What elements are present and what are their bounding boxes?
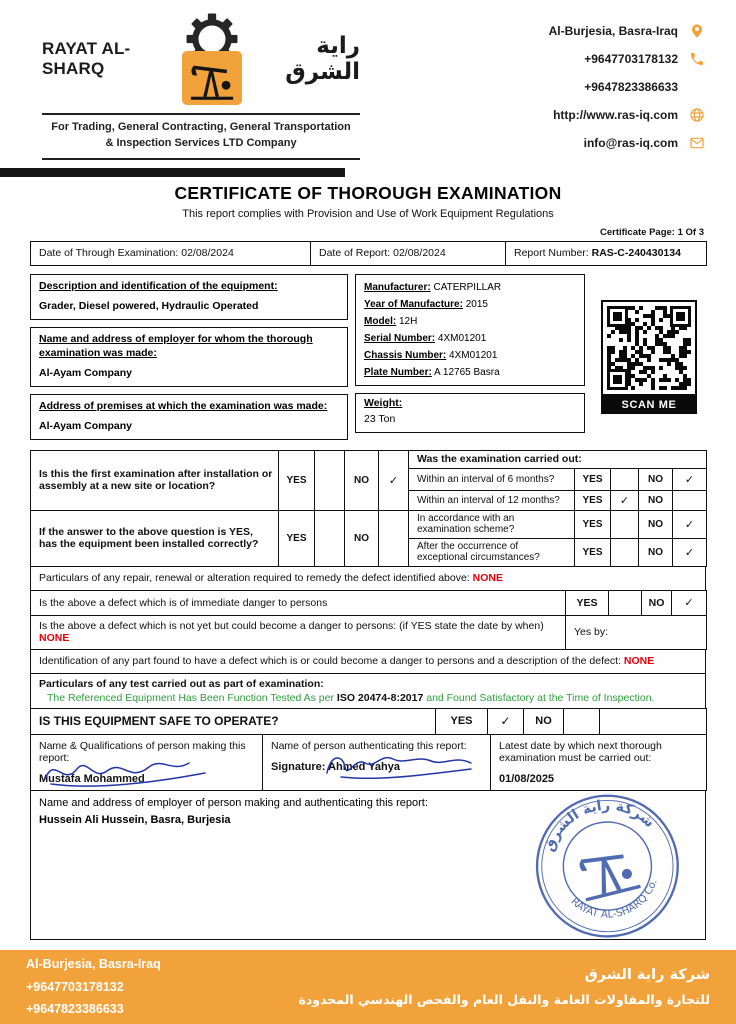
weight-label: Weight: — [364, 396, 403, 409]
q2-no-checkbox — [379, 510, 409, 566]
exceptional-question: After the occurrence of exceptional circumstances? — [409, 538, 575, 566]
year-row — [364, 296, 576, 313]
immediate-danger-no-label: NO — [642, 590, 672, 615]
repair-particulars-label: Particulars of any repair, renewal or alteration required to remedy the defect identified above: — [39, 572, 470, 585]
contact-phone1: +9647703178132 — [584, 52, 678, 66]
company-logo — [173, 13, 250, 105]
plate-label: Plate Number: — [364, 366, 432, 378]
footer-company-tagline-ar: للتجارة والمقاولات العامة والنقل العام والفحص الهندسي المحدودة — [298, 992, 710, 1007]
footer-address: Al-Burjesia, Basra-Iraq — [26, 957, 161, 972]
authenticator-name-line — [271, 761, 482, 773]
qr-finder-icon — [607, 369, 628, 390]
future-danger-question — [31, 615, 566, 649]
model-row — [364, 313, 576, 330]
next-exam-date: 01/08/2025 — [499, 772, 555, 785]
interval12-yes-checkbox: ✓ — [611, 490, 639, 510]
equipment-employer-value: Al-Ayam Company — [39, 366, 132, 379]
interval12-question: Within an interval of 12 months? — [409, 490, 575, 510]
certificate-subtitle: This report complies with Provision and Use of Work Equipment Regulations — [182, 207, 554, 220]
weight-box — [355, 393, 585, 433]
contact-email: info@ras-iq.com — [583, 136, 678, 150]
qr-block — [592, 274, 706, 440]
identification-label: Identification of any part found to have a defect which is or could become a danger to persons and a description of the defect: — [39, 655, 621, 668]
q2-yes-checkbox — [315, 510, 345, 566]
qr-code — [601, 300, 697, 396]
exceptional-no-checkbox: ✓ — [673, 538, 707, 566]
authenticator-label: Name of person authenticating this report: — [271, 739, 467, 752]
manufacturer-row — [364, 279, 576, 296]
identification-cell — [31, 649, 706, 673]
serial-value: 4XM01201 — [437, 332, 487, 344]
interval6-no-checkbox: ✓ — [673, 468, 707, 490]
scheme-yes-label: YES — [575, 510, 611, 538]
interval6-no-label: NO — [639, 468, 673, 490]
certificate-page-number: Certificate Page: 1 Of 3 — [599, 226, 704, 238]
authenticator-signature-cell — [263, 734, 491, 790]
interval6-question: Within an interval of 6 months? — [409, 468, 575, 490]
stamp-pumpjack-icon — [576, 847, 641, 901]
company-tagline — [42, 113, 360, 160]
future-danger-text: Is the above a defect which is not yet but could become a danger to persons: (if YES state the date by when) — [39, 620, 544, 633]
examination-table — [30, 450, 707, 567]
test-particulars-cell — [31, 673, 706, 708]
qr-finder-icon — [607, 306, 628, 327]
maker-name: Mustafa Mohammed — [39, 772, 145, 785]
exceptional-no-label: NO — [639, 538, 673, 566]
q1-yes-label: YES — [279, 450, 315, 510]
report-number-label: Report Number: — [514, 247, 589, 260]
exam-date-cell — [31, 241, 311, 265]
interval12-no-checkbox — [673, 490, 707, 510]
footer-company-arabic — [299, 967, 711, 1007]
test-result-line — [39, 692, 697, 704]
contact-block — [471, 13, 706, 160]
company-tagline-line1: For Trading, General Contracting, General Transportation — [51, 121, 351, 133]
manufacturer-value: CATERPILLAR — [433, 281, 502, 293]
future-danger-row — [30, 615, 707, 650]
maker-label: Name & Qualifications of person making this report: — [39, 739, 246, 764]
q2-no-label: NO — [345, 510, 379, 566]
equipment-description-value: Grader, Diesel powered, Hydraulic Operated — [39, 299, 259, 312]
weight-value: 23 Ton — [364, 412, 396, 425]
q1-yes-checkbox — [315, 450, 345, 510]
safe-no-label: NO — [524, 708, 564, 734]
equipment-details-box — [355, 274, 585, 386]
report-date-label: Date of Report: — [319, 247, 391, 260]
identification-row — [30, 649, 706, 674]
serial-label: Serial Number: — [364, 332, 436, 344]
maker-signature-cell — [31, 734, 263, 790]
equipment-premises-label: Address of premises at which the examination was made: — [39, 399, 328, 412]
contact-phone2-row — [471, 73, 706, 101]
header — [0, 0, 736, 160]
divider-bar — [0, 168, 345, 177]
safe-yes-checkbox: ✓ — [488, 708, 524, 734]
title-section — [0, 183, 736, 220]
safe-row-spacer — [600, 708, 707, 734]
footer-phone1: +9647703178132 — [26, 979, 124, 994]
email-icon — [688, 134, 706, 152]
employer-box — [30, 790, 706, 940]
report-date-cell — [311, 241, 506, 265]
pumpjack-icon — [188, 58, 236, 102]
signatures-table — [30, 734, 707, 791]
carried-out-header: Was the examination carried out: — [409, 450, 707, 468]
contact-icon-spacer — [688, 78, 706, 96]
question-installed-correctly: If the answer to the above question is YES, has the equipment been installed correctly? — [31, 510, 279, 566]
q1-no-label: NO — [345, 450, 379, 510]
plate-value: A 12765 Basra — [434, 366, 500, 378]
identification-value: NONE — [623, 655, 655, 668]
chassis-row — [364, 347, 576, 364]
contact-website-row — [471, 101, 706, 129]
authenticator-signature-label: Signature: — [271, 760, 326, 773]
future-danger-yes-by: Yes by: — [566, 615, 707, 649]
interval6-yes-checkbox — [611, 468, 639, 490]
contact-website: http://www.ras-iq.com — [553, 108, 678, 122]
equipment-description-box — [30, 274, 348, 320]
contact-email-row — [471, 129, 706, 157]
immediate-danger-yes-checkbox — [609, 590, 642, 615]
question-first-examination: Is this the first examination after installation or assembly at a new site or location? — [31, 450, 279, 510]
report-number-value: RAS-C-240430134 — [591, 247, 681, 260]
company-name-arabic: راية الشرق — [285, 33, 361, 85]
footer-phone2: +9647823386633 — [26, 1002, 124, 1017]
serial-row — [364, 330, 576, 347]
test-particulars-label: Particulars of any test carried out as part of examination: — [39, 677, 324, 690]
logo-pump-box — [182, 51, 242, 105]
globe-icon — [688, 106, 706, 124]
footer-company-name-ar: شركة راية الشرق — [584, 967, 710, 983]
test-result-standard: ISO 20474-8:2017 — [336, 691, 424, 704]
authenticator-name: Ahmed Yahya — [328, 760, 401, 773]
q1-no-checkbox: ✓ — [379, 450, 409, 510]
location-pin-icon — [688, 22, 706, 40]
company-tagline-line2: & Inspection Services LTD Company — [105, 136, 297, 149]
meta-table — [30, 241, 707, 266]
interval6-yes-label: YES — [575, 468, 611, 490]
equipment-premises-box — [30, 394, 348, 440]
scheme-yes-checkbox — [611, 510, 639, 538]
stamp-english-text: RAYAT AL-SHARQ Co. — [568, 877, 660, 921]
immediate-danger-no-checkbox: ✓ — [672, 590, 707, 615]
q2-yes-label: YES — [279, 510, 315, 566]
report-number-cell — [506, 241, 707, 265]
safe-yes-label: YES — [436, 708, 488, 734]
repair-particulars-row — [30, 566, 706, 591]
phone-icon — [688, 50, 706, 68]
report-date-value: 02/08/2024 — [393, 247, 446, 260]
test-result-pre: The Referenced Equipment Has Been Function Tested As per — [47, 691, 334, 704]
test-particulars-row — [30, 673, 706, 709]
exam-date-value: 02/08/2024 — [181, 247, 234, 260]
next-exam-cell — [491, 734, 707, 790]
chassis-value: 4XM01201 — [449, 349, 498, 361]
manufacturer-label: Manufacturer: — [364, 281, 431, 293]
page-footer — [0, 950, 736, 1024]
equipment-description-label: Description and identification of the equipment: — [39, 279, 278, 292]
employer-of-maker-label: Name and address of employer of person making and authenticating this report: — [39, 796, 428, 809]
exceptional-yes-checkbox — [611, 538, 639, 566]
model-value: 12H — [399, 315, 418, 327]
equipment-premises-value: Al-Ayam Company — [39, 419, 132, 432]
certificate-title: CERTIFICATE OF THOROUGH EXAMINATION — [174, 182, 562, 203]
test-result-post: and Found Satisfactory at the Time of Inspection. — [426, 691, 655, 704]
immediate-danger-question: Is the above a defect which is of immediate danger to persons — [31, 590, 566, 615]
safe-to-operate-question: IS THIS EQUIPMENT SAFE TO OPERATE? — [31, 708, 436, 734]
immediate-danger-row — [30, 590, 707, 616]
year-value: 2015 — [465, 298, 488, 310]
year-label: Year of Manufacture: — [364, 298, 463, 310]
safe-no-checkbox — [564, 708, 600, 734]
employer-of-maker-value: Hussein Ali Hussein, Basra, Burjesia — [39, 813, 231, 826]
scheme-question: In accordance with an examination scheme? — [409, 510, 575, 538]
equipment-section — [30, 274, 706, 440]
scheme-no-label: NO — [639, 510, 673, 538]
repair-particulars-cell — [31, 566, 706, 590]
scheme-no-checkbox: ✓ — [673, 510, 707, 538]
equipment-employer-label: Name and address of employer for whom the thorough examination was made: — [39, 332, 313, 360]
contact-phone2: +9647823386633 — [584, 80, 678, 94]
immediate-danger-yes-label: YES — [566, 590, 609, 615]
qr-finder-icon — [670, 306, 691, 327]
interval12-no-label: NO — [639, 490, 673, 510]
equipment-employer-box — [30, 327, 348, 387]
contact-address-row — [471, 17, 706, 45]
exceptional-yes-label: YES — [575, 538, 611, 566]
stamp-arabic-text: شركة راية الشرق — [541, 797, 658, 854]
company-name-english: RAYAT AL-SHARQ — [42, 39, 131, 78]
model-label: Model: — [364, 315, 397, 327]
next-exam-label: Latest date by which next thorough examination must be carried out: — [499, 739, 662, 764]
repair-particulars-value: NONE — [472, 572, 504, 585]
safe-to-operate-row — [30, 708, 707, 735]
future-danger-value: NONE — [39, 632, 70, 645]
contact-address: Al-Burjesia, Basra-Iraq — [548, 24, 678, 38]
plate-row — [364, 364, 576, 381]
interval12-yes-label: YES — [575, 490, 611, 510]
company-branding — [42, 13, 360, 160]
exam-date-label: Date of Through Examination: — [39, 247, 179, 260]
contact-phone1-row — [471, 45, 706, 73]
chassis-label: Chassis Number: — [364, 349, 447, 361]
footer-contact — [26, 953, 161, 1021]
qr-caption: SCAN ME — [601, 396, 697, 414]
